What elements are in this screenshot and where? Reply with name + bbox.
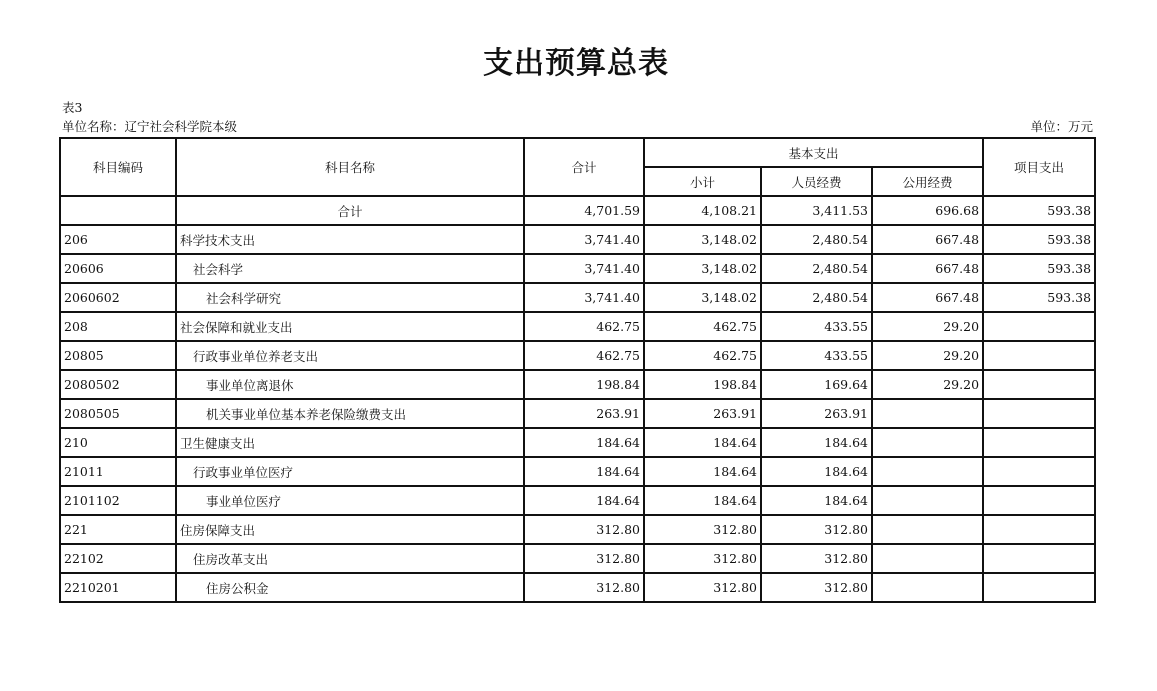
cell-personnel-cost: 312.80 (761, 573, 872, 602)
cell-code: 21011 (60, 457, 176, 486)
header-public-cost: 公用经费 (872, 167, 983, 196)
cell-personnel-cost: 184.64 (761, 428, 872, 457)
table-number-label: 表3 (62, 100, 83, 115)
cell-subtotal: 3,148.02 (644, 283, 761, 312)
cell-public-cost (872, 399, 983, 428)
table-row (60, 312, 1095, 341)
table-row (60, 486, 1095, 515)
cell-code (60, 196, 176, 225)
cell-name: 机关事业单位基本养老保险缴费支出 (176, 399, 524, 428)
cell-name: 事业单位离退休 (176, 370, 524, 399)
table-row (60, 573, 1095, 602)
cell-subtotal: 3,148.02 (644, 254, 761, 283)
cell-public-cost: 667.48 (872, 254, 983, 283)
cell-subtotal: 312.80 (644, 573, 761, 602)
table-row (60, 341, 1095, 370)
cell-code: 20606 (60, 254, 176, 283)
table-row (60, 515, 1095, 544)
header-subtotal: 小计 (644, 167, 761, 196)
cell-public-cost: 667.48 (872, 225, 983, 254)
table-row (60, 225, 1095, 254)
cell-public-cost (872, 486, 983, 515)
cell-public-cost: 29.20 (872, 312, 983, 341)
cell-code: 208 (60, 312, 176, 341)
cell-subtotal: 312.80 (644, 515, 761, 544)
cell-public-cost: 667.48 (872, 283, 983, 312)
cell-project-expenditure (983, 573, 1095, 602)
cell-name: 卫生健康支出 (176, 428, 524, 457)
cell-personnel-cost: 312.80 (761, 515, 872, 544)
cell-subtotal: 184.64 (644, 428, 761, 457)
header-project-expenditure: 项目支出 (983, 138, 1095, 196)
cell-personnel-cost: 2,480.54 (761, 225, 872, 254)
cell-code: 2060602 (60, 283, 176, 312)
cell-total: 184.64 (524, 457, 644, 486)
cell-subtotal: 263.91 (644, 399, 761, 428)
cell-public-cost (872, 573, 983, 602)
table-header (60, 138, 1095, 196)
cell-personnel-cost: 312.80 (761, 544, 872, 573)
cell-public-cost (872, 515, 983, 544)
cell-project-expenditure: 593.38 (983, 196, 1095, 225)
cell-subtotal: 184.64 (644, 457, 761, 486)
cell-code: 2080505 (60, 399, 176, 428)
cell-personnel-cost: 184.64 (761, 457, 872, 486)
cell-total: 184.64 (524, 486, 644, 515)
cell-project-expenditure (983, 515, 1095, 544)
cell-name: 合计 (176, 196, 524, 225)
cell-code: 210 (60, 428, 176, 457)
cell-project-expenditure: 593.38 (983, 225, 1095, 254)
cell-total: 198.84 (524, 370, 644, 399)
cell-public-cost (872, 544, 983, 573)
cell-subtotal: 312.80 (644, 544, 761, 573)
table-row (60, 544, 1095, 573)
cell-personnel-cost: 3,411.53 (761, 196, 872, 225)
table-row (60, 196, 1095, 225)
cell-subtotal: 184.64 (644, 486, 761, 515)
header-basic-expenditure: 基本支出 (644, 138, 983, 167)
cell-code: 2210201 (60, 573, 176, 602)
cell-name: 社会保障和就业支出 (176, 312, 524, 341)
cell-code: 2101102 (60, 486, 176, 515)
table-row (60, 283, 1095, 312)
cell-total: 3,741.40 (524, 283, 644, 312)
cell-public-cost: 29.20 (872, 370, 983, 399)
cell-total: 462.75 (524, 341, 644, 370)
cell-personnel-cost: 2,480.54 (761, 283, 872, 312)
cell-code: 206 (60, 225, 176, 254)
cell-personnel-cost: 184.64 (761, 486, 872, 515)
cell-project-expenditure (983, 370, 1095, 399)
budget-table (59, 137, 1096, 603)
cell-subtotal: 462.75 (644, 341, 761, 370)
cell-total: 184.64 (524, 428, 644, 457)
cell-code: 221 (60, 515, 176, 544)
table-row (60, 370, 1095, 399)
cell-subtotal: 198.84 (644, 370, 761, 399)
cell-project-expenditure (983, 399, 1095, 428)
header-code: 科目编码 (60, 138, 176, 196)
cell-name: 事业单位医疗 (176, 486, 524, 515)
cell-subtotal: 462.75 (644, 312, 761, 341)
cell-total: 312.80 (524, 544, 644, 573)
table-row (60, 399, 1095, 428)
cell-personnel-cost: 263.91 (761, 399, 872, 428)
cell-subtotal: 3,148.02 (644, 225, 761, 254)
cell-total: 3,741.40 (524, 254, 644, 283)
unit-name-label: 单位名称：辽宁社会科学院本级 (62, 119, 238, 134)
cell-subtotal: 4,108.21 (644, 196, 761, 225)
cell-personnel-cost: 169.64 (761, 370, 872, 399)
table-row (60, 254, 1095, 283)
cell-public-cost (872, 457, 983, 486)
cell-project-expenditure (983, 486, 1095, 515)
cell-total: 312.80 (524, 573, 644, 602)
cell-name: 社会科学 (176, 254, 524, 283)
cell-name: 住房改革支出 (176, 544, 524, 573)
cell-total: 312.80 (524, 515, 644, 544)
header-personnel-cost: 人员经费 (761, 167, 872, 196)
cell-code: 22102 (60, 544, 176, 573)
cell-personnel-cost: 433.55 (761, 341, 872, 370)
header-name: 科目名称 (176, 138, 524, 196)
cell-project-expenditure (983, 341, 1095, 370)
cell-name: 科学技术支出 (176, 225, 524, 254)
cell-name: 行政事业单位医疗 (176, 457, 524, 486)
cell-project-expenditure (983, 312, 1095, 341)
cell-code: 2080502 (60, 370, 176, 399)
cell-public-cost: 29.20 (872, 341, 983, 370)
cell-project-expenditure (983, 457, 1095, 486)
cell-total: 3,741.40 (524, 225, 644, 254)
cell-project-expenditure: 593.38 (983, 254, 1095, 283)
table-body (60, 196, 1095, 602)
cell-name: 行政事业单位养老支出 (176, 341, 524, 370)
cell-name: 住房公积金 (176, 573, 524, 602)
cell-code: 20805 (60, 341, 176, 370)
cell-name: 住房保障支出 (176, 515, 524, 544)
table-row (60, 457, 1095, 486)
currency-unit-label: 单位：万元 (1030, 119, 1093, 134)
cell-project-expenditure (983, 428, 1095, 457)
cell-project-expenditure (983, 544, 1095, 573)
page-title: 支出预算总表 (483, 46, 669, 81)
cell-total: 263.91 (524, 399, 644, 428)
table-row (60, 428, 1095, 457)
cell-public-cost (872, 428, 983, 457)
cell-personnel-cost: 433.55 (761, 312, 872, 341)
cell-total: 462.75 (524, 312, 644, 341)
cell-name: 社会科学研究 (176, 283, 524, 312)
cell-public-cost: 696.68 (872, 196, 983, 225)
cell-personnel-cost: 2,480.54 (761, 254, 872, 283)
header-total: 合计 (524, 138, 644, 196)
cell-project-expenditure: 593.38 (983, 283, 1095, 312)
cell-total: 4,701.59 (524, 196, 644, 225)
